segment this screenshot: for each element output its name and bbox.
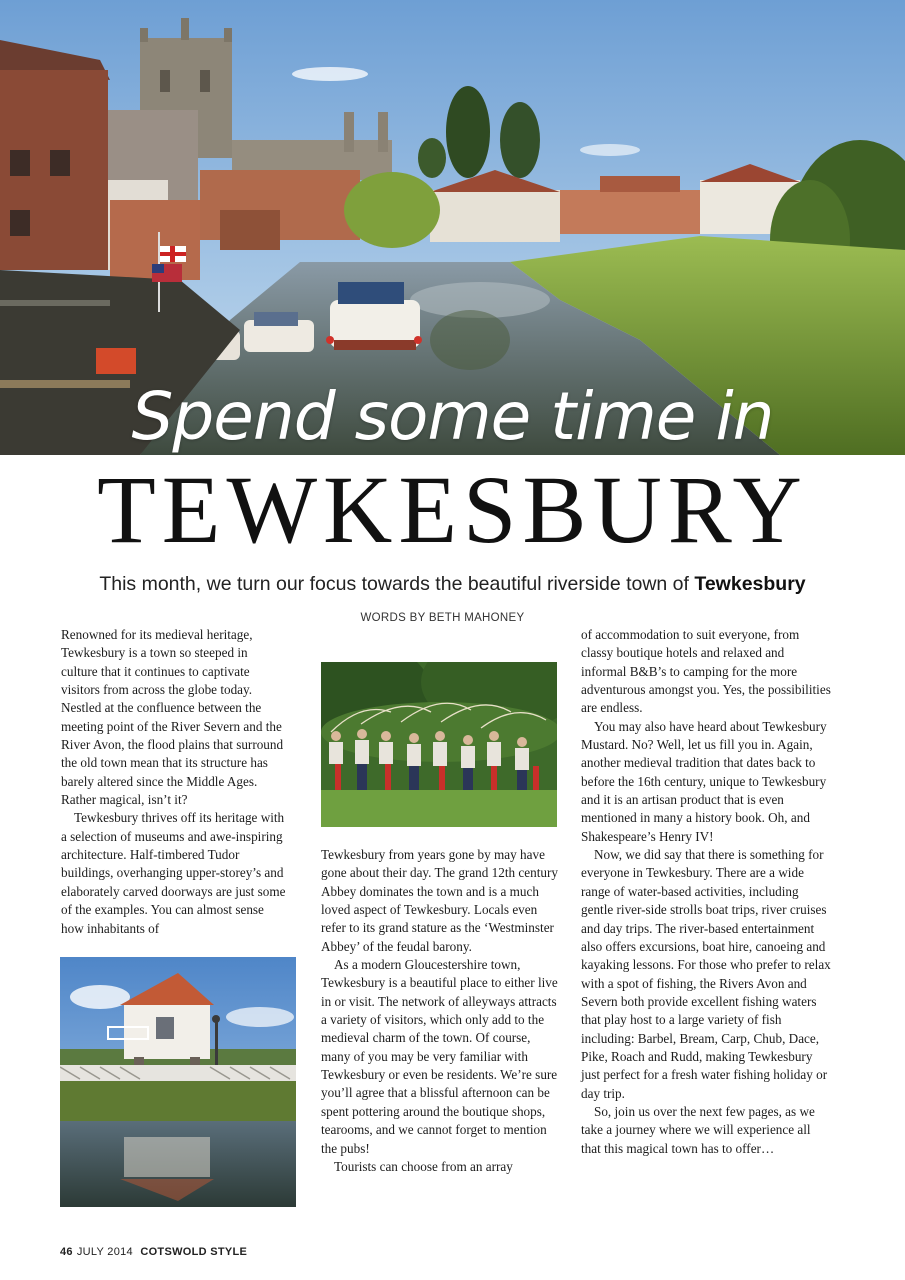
paragraph: Now, we did say that there is something for everyone in Tewkesbury. There are a wide range of water-based activities, including gentle river-side strolls boat trips, river cruises and day trips. The river-based entertainment also offers excursions, boat hire, canoeing and kayaking lessons. For those who prefer to relax with a spot of fishing, the Rivers Avon and Severn both provide excellent fishing waters that play host to a large variety of fish including: Barbel, Bream, Carp, Chub, Dace, Pike, Roach and Rudd, making Tewkesbury just perfect for a fresh water fishing holiday or day trip. [581,847,831,1101]
paragraph: Tewkesbury thrives off its heritage with a selection of museums and awe-inspiring architecture. Half-timbered Tudor buildings, overhanging upper-storey’s and elaborately carved doorways are just some of the examples. You can almost sense how inhabitants of [61,810,286,936]
article-column-2 [321,846,561,1176]
page-number: 46 [60,1246,73,1258]
byline: WORDS BY BETH MAHONEY [360,612,525,624]
standfirst-place: Tewkesbury [694,573,806,595]
archers-image [321,662,557,827]
page-footer [60,1246,247,1258]
page-title: TEWKESBURY [97,456,808,563]
standfirst [0,573,905,596]
standfirst-lead: This month, we turn our focus towards the beautiful riverside town of [99,573,695,595]
paragraph: of accommodation to suit everyone, from classy boutique hotels and relaxed and informal B&B’s to camping for the more adventurous amongst you. Yes, the possibilities are endless. [581,627,831,716]
paragraph: You may also have heard about Tewkesbury Mustard. No? Well, let us fill you in. Again, another medieval tradition that dates back to before the 16th century, unique to Tewkesbury and it is an artisan product that is even mentioned in many a history book. Oh, and Shakespeare’s Henry IV! [581,718,827,844]
paragraph: Tewkesbury from years gone by may have gone about their day. The grand 12th century Abbey dominates the town and is a much loved aspect of Tewkesbury. Locals even refer to its grand stature as the ‘Westminster Abbey’ of the feudal barony. [321,847,558,954]
article-column-1 [61,626,287,938]
boathouse-photo [60,957,296,1207]
archers-photo [321,662,557,827]
paragraph: As a modern Gloucestershire town, Tewkesbury is a beautiful place to either live in or visit. The network of alleyways attracts a variety of visitors, which only add to the medieval charm of the town. Of course, many of you may be very familiar with Tewkesbury or even be residents. We’re sure you’ll agree that a blissful afternoon can be spent pottering around the boutique shops, tearooms, and we cannot forget to mention the pubs! [321,957,558,1156]
magazine-name: COTSWOLD STYLE [140,1246,248,1258]
paragraph: Tourists can choose from an array [334,1158,513,1174]
paragraph: So, join us over the next few pages, as we take a journey where we will experience all that this magical town has to offer… [581,1103,815,1156]
article-column-3 [581,626,831,1158]
paragraph: Renowned for its medieval heritage, Tewkesbury is a town so steeped in culture that it continues to captivate visitors from across the globe today. Nestled at the confluence between the meeting point of the River Severn and the River Avon, the flood plains that surround the old town mean that its structure has barely altered since the Middle Ages. Rather magical, isn’t it? [61,627,284,808]
issue-date: JULY 2014 [76,1246,133,1258]
boathouse-image [60,957,296,1207]
hero-script-title: Spend some time in [131,378,774,455]
